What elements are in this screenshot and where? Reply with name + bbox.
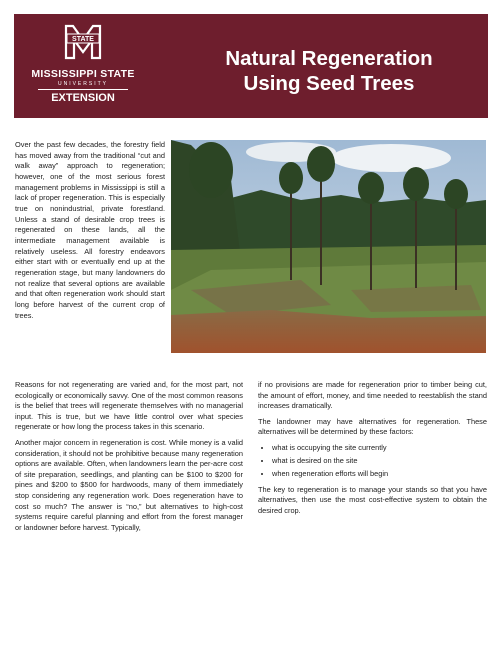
- paragraph-alternatives: The landowner may have alternatives for regeneration. These alternatives will be determined by these factors:: [258, 416, 487, 437]
- list-item: • when regeneration efforts will begin: [272, 469, 487, 480]
- logo-extension: EXTENSION: [51, 92, 115, 104]
- intro-paragraph: Over the past few decades, the forestry field has moved away from the traditional “cut and walk away” approach to regeneration; however, one of the most serious forest management problems in Mississippi is still a lack of proper regeneration. This is especially true on nonindustrial, private forestland. Unless a stand of desirable crop trees is regenerated on these lands, all the intermediate management available is relatively useless. All forestry endeavors either start with or eventually end up at the regeneration stage, but many landowners do not realize that several options are available and that often regeneration work should start long before harvest of the current crop of trees.: [15, 140, 165, 320]
- header-banner: [14, 14, 488, 118]
- msu-extension-logo: [14, 14, 152, 118]
- logo-mark-text: STATE: [72, 36, 94, 44]
- right-column: [258, 380, 487, 522]
- factors-list: [258, 443, 487, 480]
- paragraph-key: The key to regeneration is to manage your stands so that you have alternatives, then use the most cost-effective system to obtain the desired crop.: [258, 484, 487, 515]
- list-item: • what is occupying the site currently: [272, 443, 487, 454]
- logo-divider: [38, 89, 128, 90]
- list-item: • what is desired on the site: [272, 456, 487, 467]
- title-line-1: Natural Regeneration: [225, 47, 433, 70]
- logo-university: UNIVERSITY: [57, 81, 108, 87]
- logo-name: MISSISSIPPI STATE: [31, 68, 135, 80]
- paragraph-cost: Another major concern in regeneration is cost. While money is a valid consideration, it should not be prohibitive because many regeneration options are available. Often, when landowners learn the per-acre cost of site preparation, seedlings, and planting can be $100 to $200 for pines and $200 to $500 for hardwoods, many of them immediately stop considering any regeneration work. Does regeneration have to cost so much? The answer is “no,” but alternatives to high-cost systems require careful planning and effort from the forest manager or landowner before harvest. Typically,: [15, 437, 243, 532]
- left-column: [15, 380, 243, 538]
- paragraph-reasons: Reasons for not regenerating are varied and, for the most part, not ecologically or economically savvy. One of the most common reasons is the belief that trees will regenerate themselves with no managerial input. This is true, but we have little control over what species regenerate or how long the process takes in this scenario.: [15, 380, 243, 432]
- title-line-2: Using Seed Trees: [243, 72, 415, 95]
- seed-tree-photo: [171, 140, 486, 353]
- document-title: [174, 46, 484, 96]
- paragraph-provisions: if no provisions are made for regeneration prior to timber being cut, the amount of effort, money, and time needed to reestablish the stand increases dramatically.: [258, 380, 487, 411]
- msu-m-mark-icon: [64, 20, 102, 64]
